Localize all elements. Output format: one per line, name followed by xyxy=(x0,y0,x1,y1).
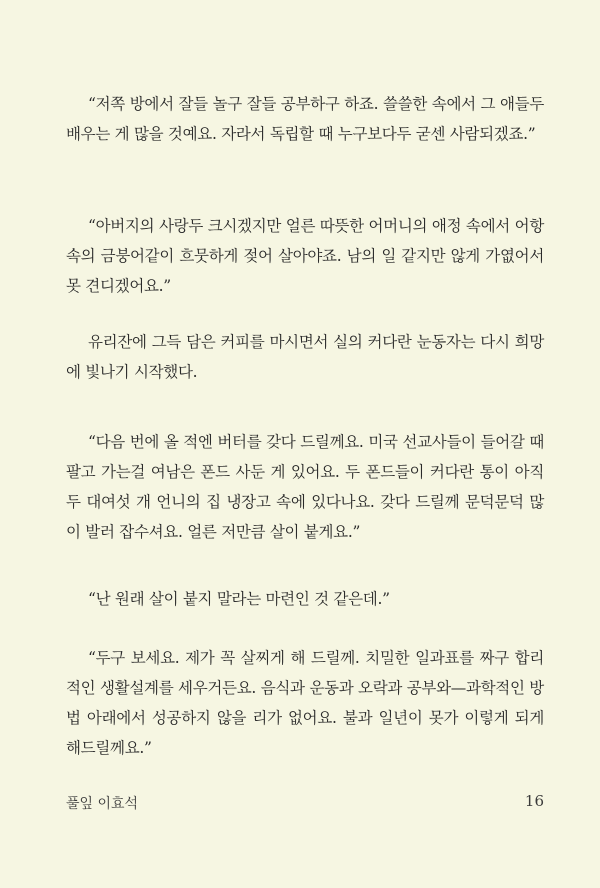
page-number: 16 xyxy=(524,792,544,810)
paragraph: “다음 번에 올 적엔 버터를 갖다 드릴께요. 미국 선교사들이 들어갈 때 팔고 가는걸 여남은 폰드 사둔 게 있어요. 두 폰드들이 커다란 통이 아직 두 대여섯 개 언니의 집 냉장고 속에 있다나요. 갖다 드릴께 문덕문덕 많이 발러 잡수셔요. 얼른 저만큼 살이 붙게요.” xyxy=(66,433,544,541)
footer-book-title: 풀잎 이효석 xyxy=(66,796,139,812)
paragraph: “아버지의 사랑두 크시겠지만 얼른 따뜻한 어머니의 애정 속에서 어항 속의 금붕어같이 흐뭇하게 젖어 살아야죠. 남의 일 같지만 않게 가엾어서 못 견디겠어요.” xyxy=(66,217,544,295)
paragraph: “두구 보세요. 제가 꼭 살찌게 해 드릴께. 치밀한 일과표를 짜구 합리적인 생활설계를 세우거든요. 음식과 운동과 오락과 공부와—과학적인 방법 아래에서 성공하지 않을 리가 없어요. 불과 일년이 못가 이렇게 되게 해드릴께요.” xyxy=(66,649,544,757)
paragraph: 유리잔에 그득 담은 커피를 마시면서 실의 커다란 눈동자는 다시 희망에 빛나기 시작했다. xyxy=(66,333,544,381)
paragraph: “난 원래 살이 붙지 말라는 마련인 것 같은데.” xyxy=(88,590,390,608)
paragraph: “저쪽 방에서 잘들 놀구 잘들 공부하구 하죠. 쓸쓸한 속에서 그 애들두 배우는 게 많을 것예요. 자라서 독립할 때 누구보다두 굳센 사람되겠죠.” xyxy=(66,95,544,143)
